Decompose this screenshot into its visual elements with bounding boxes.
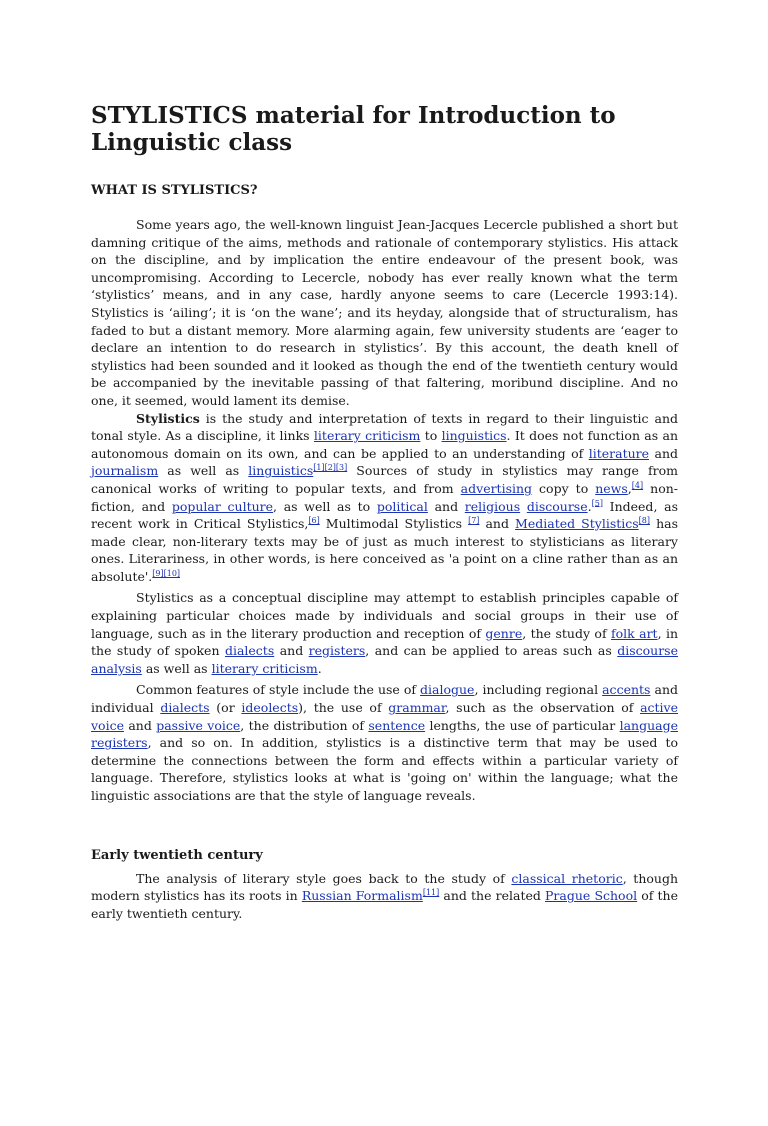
document-page <box>0 102 768 1126</box>
link-grammar[interactable]: grammar <box>388 700 446 716</box>
link-classical-rhetoric[interactable]: classical rhetoric <box>511 870 623 886</box>
term-stylistics: Stylistics <box>136 410 200 426</box>
link-registers[interactable]: registers <box>308 643 366 659</box>
paragraph-common-features: Common features of style include the use of dialogue, including regional accents and individual dialects (or ideolects), the use of grammar, such as the observation of active voice and passive voice, the distribution of sentence lengths, the use of particular language registers, and so on. In addition, stylistics is a distinctive term that may be used to determine the connections between the form and effects within a particular variety of language. Therefore, stylistics looks at what is 'going on' within the language; what the linguistic associations are that the style of language reveals. <box>91 682 679 803</box>
link-literary-criticism[interactable]: literary criticism <box>313 428 421 444</box>
paragraph-lecercle: Some years ago, the well-known linguist Jean-Jacques Lecercle published a short but damning critique of the aims, methods and rationale of contemporary stylistics. His attack on the discipline, and by implication the entire endeavour of the present book, was uncompromising. According to Lecercle, nobody has ever really known what the term ‘stylistics’ means, and in any case, hardly anyone seems to care (Lecercle 1993:14). Stylistics is ‘ailing’; it is ‘on the wane’; and its heyday, alongside that of structuralism, has faded to but a distant memory. More alarming again, few university students are ‘eager to declare an intention to do research in stylistics’. By this account, the death knell of stylistics had been sounded and it looked as though the end of the twentieth century would be accompanied by the inevitable passing of that faltering, moribund discipline. And no one, it seemed, would lament its demise. <box>91 217 678 408</box>
citation-1-2-3[interactable]: [1][2][3] <box>313 463 348 473</box>
link-dialogue[interactable]: dialogue <box>420 682 475 698</box>
paragraph-conceptual-discipline: Stylistics as a conceptual discipline may attempt to establish principles capable of explaining particular choices made by individuals and social groups in their use of language, such as in the literary production and reception of genre, the study of folk art, in the study of spoken dialects and registers, and can be applied to areas such as discourse analysis as well as literary criticism. <box>91 590 679 676</box>
link-news[interactable]: news <box>595 480 628 496</box>
link-literary-criticism-2[interactable]: literary criticism <box>211 660 318 676</box>
citation-11[interactable]: [11] <box>422 888 440 898</box>
section-heading-early-twentieth-century: Early twentieth century <box>91 847 263 863</box>
link-folk-art[interactable]: folk art <box>610 625 658 641</box>
link-linguistics[interactable]: linguistics <box>441 428 507 444</box>
link-russian-formalism[interactable]: Russian Formalism <box>301 888 423 904</box>
citation-8[interactable]: [8] <box>638 515 651 525</box>
paragraph-definition: Stylistics is the study and interpretation of texts in regard to their linguistic and tonal style. As a discipline, it links literary criticism to linguistics. It does not function as an autonomous domain on its own, and can be applied to an understanding of literature and journalism as well as linguistics[1][2][3] Sources of study in stylistics may range from canonical works of writing to popular texts, and from advertising copy to news,[4] non-fiction, and popular culture, as well as to political and religious discourse.[5] Indeed, as recent work in Critical Stylistics,[6] Multimodal Stylistics [7] and Mediated Stylistics[8] has made clear, non-literary texts may be of just as much interest to stylisticians as literary ones. Literariness, in other words, is here conceived as 'a point on a cline rather than as an absolute'.[9][10] <box>91 410 678 584</box>
link-dialects-2[interactable]: dialects <box>160 700 210 716</box>
link-accents[interactable]: accents <box>602 682 651 698</box>
link-prague-school[interactable]: Prague School <box>545 888 638 904</box>
section-heading-what-is-stylistics: WHAT IS STYLISTICS? <box>91 183 258 198</box>
link-advertising[interactable]: advertising <box>460 480 533 496</box>
link-religious[interactable]: religious <box>464 498 521 514</box>
page-title: STYLISTICS material for Introduction to Linguistic class <box>91 102 616 156</box>
link-linguistics-2[interactable]: linguistics <box>248 463 314 479</box>
link-passive-voice[interactable]: passive voice <box>156 717 241 733</box>
link-sentence[interactable]: sentence <box>368 717 426 733</box>
citation-5[interactable]: [5] <box>591 498 603 508</box>
citation-9-10[interactable]: [9][10] <box>152 568 181 578</box>
link-ideolects[interactable]: ideolects <box>241 700 299 716</box>
link-political[interactable]: political <box>376 498 428 514</box>
link-discourse[interactable]: discourse <box>526 498 588 514</box>
link-literature[interactable]: literature <box>588 445 650 461</box>
link-journalism[interactable]: journalism <box>91 463 159 479</box>
link-mediated-stylistics[interactable]: Mediated Stylistics <box>515 516 639 532</box>
citation-4[interactable]: [4] <box>631 480 644 490</box>
paragraph-classical-rhetoric: The analysis of literary style goes back to the study of classical rhetoric, though modern stylistics has its roots in Russian Formalism[11] and the related Prague School of the early twentieth century. <box>91 870 679 921</box>
link-language-registers[interactable]: language registers <box>91 717 678 751</box>
link-discourse-analysis[interactable]: discourse analysis <box>91 643 678 676</box>
citation-6[interactable]: [6] <box>308 515 320 525</box>
link-genre[interactable]: genre <box>485 625 523 641</box>
link-dialects[interactable]: dialects <box>224 643 275 659</box>
link-popular-culture[interactable]: popular culture <box>171 498 274 514</box>
link-active-voice[interactable]: active voice <box>91 700 679 733</box>
citation-7[interactable]: [7] <box>468 515 480 525</box>
